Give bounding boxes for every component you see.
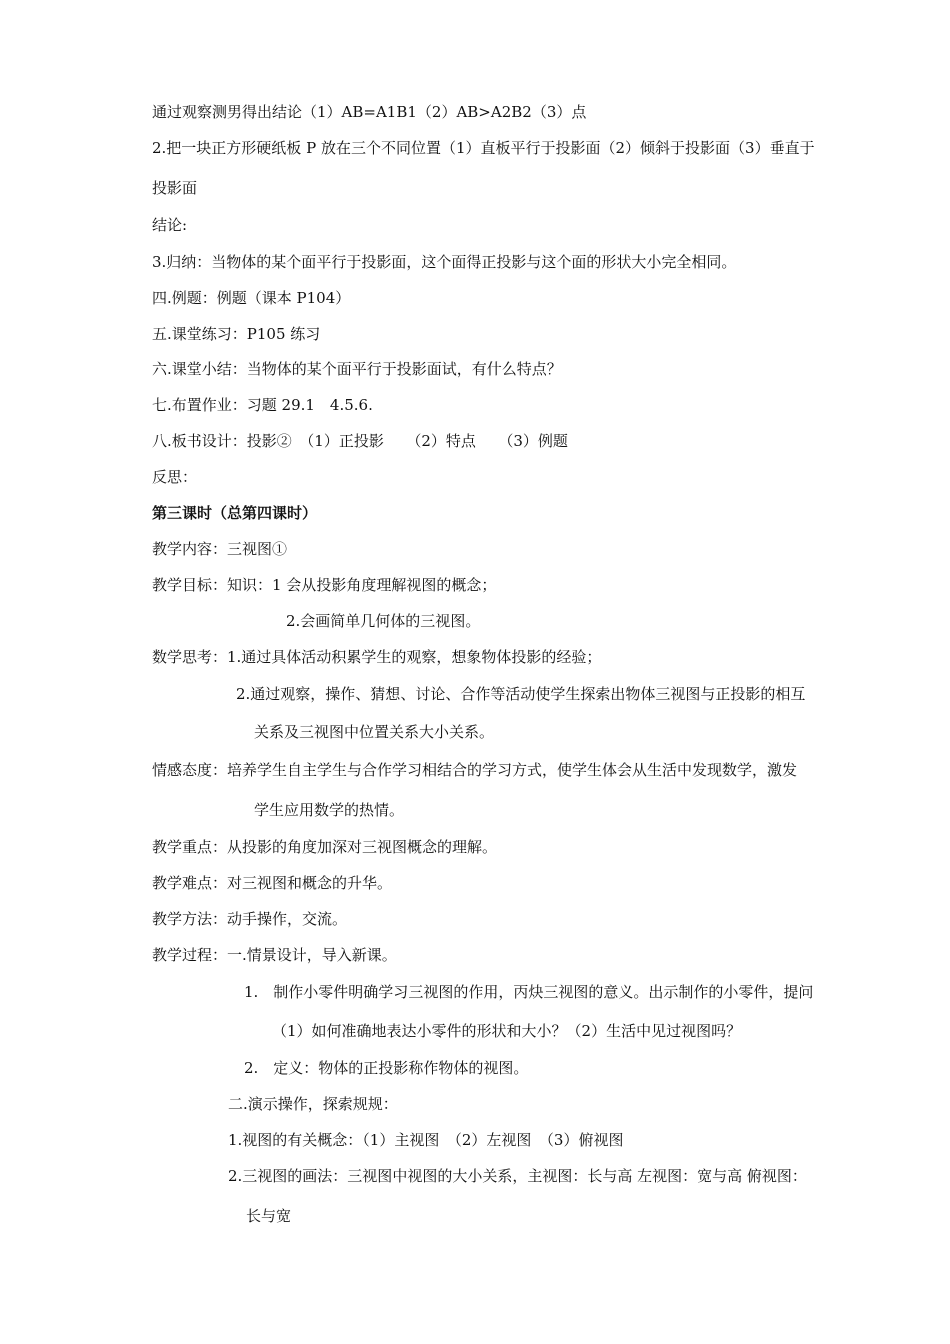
text-line: 结论: [152,216,188,234]
text-line: 长与宽 [246,1207,292,1225]
text-line: 反思： [152,468,198,486]
text-line: 2.把一块正方形硬纸板 P 放在三个不同位置（1）直板平行于投影面（2）倾斜于投影面（3）垂直于 [152,139,815,157]
text-line: 五.课堂练习：P105 练习 [152,325,321,343]
text-line: 教学内容：三视图① [152,540,288,558]
text-line: 投影面 [152,179,198,197]
text-line: 3.归纳：当物体的某个面平行于投影面，这个面得正投影与这个面的形状大小完全相同。 [152,253,737,271]
text-line: 八.板书设计：投影② （1）正投影 （2）特点 （3）例题 [152,432,568,450]
text-line: 2.会画简单几何体的三视图。 [286,612,481,630]
text-line: 教学难点：对三视图和概念的升华。 [152,874,393,892]
text-line: 学生应用数学的热情。 [254,801,405,819]
text-line: 1.视图的有关概念：（1）主视图 （2）左视图 （3）俯视图 [228,1131,624,1149]
text-line: 1. 制作小零件明确学习三视图的作用，丙炔三视图的意义。出示制作的小零件，提问 [244,983,814,1001]
text-line: （1）如何准确地表达小零件的形状和大小？（2）生活中见过视图吗？ [272,1022,742,1040]
text-line: 关系及三视图中位置关系大小关系。 [254,723,495,741]
text-line: 教学方法：动手操作，交流。 [152,910,348,928]
text-line: 数学思考：1.通过具体活动积累学生的观察，想象物体投影的经验； [152,648,602,666]
text-line: 七.布置作业：习题 29.1 4.5.6. [152,396,373,414]
text-line: 2.三视图的画法：三视图中视图的大小关系，主视图：长与高 左视图：宽与高 俯视图： [228,1167,807,1185]
text-line: 2.通过观察，操作、猜想、讨论、合作等活动使学生探索出物体三视图与正投影的相互 [236,685,806,703]
text-line: 四.例题：例题（课本 P104） [152,289,351,307]
text-line: 教学过程：一.情景设计，导入新课。 [152,946,397,964]
text-line: 2. 定义：物体的正投影称作物体的视图。 [244,1059,529,1077]
text-line: 教学目标：知识：1 会从投影角度理解视图的概念； [152,576,497,594]
text-line: 教学重点：从投影的角度加深对三视图概念的理解。 [152,838,498,856]
text-line: 通过观察测男得出结论（1）AB=A1B1（2）AB>A2B2（3）点 [152,103,587,121]
text-line: 二.演示操作，探索规规： [228,1095,398,1113]
text-line: 六.课堂小结：当物体的某个面平行于投影面试，有什么特点？ [152,360,562,378]
section-heading: 第三课时（总第四课时） [152,504,318,522]
text-line: 情感态度：培养学生自主学生与合作学习相结合的学习方式，使学生体会从生活中发现数学，激发 [152,761,798,779]
